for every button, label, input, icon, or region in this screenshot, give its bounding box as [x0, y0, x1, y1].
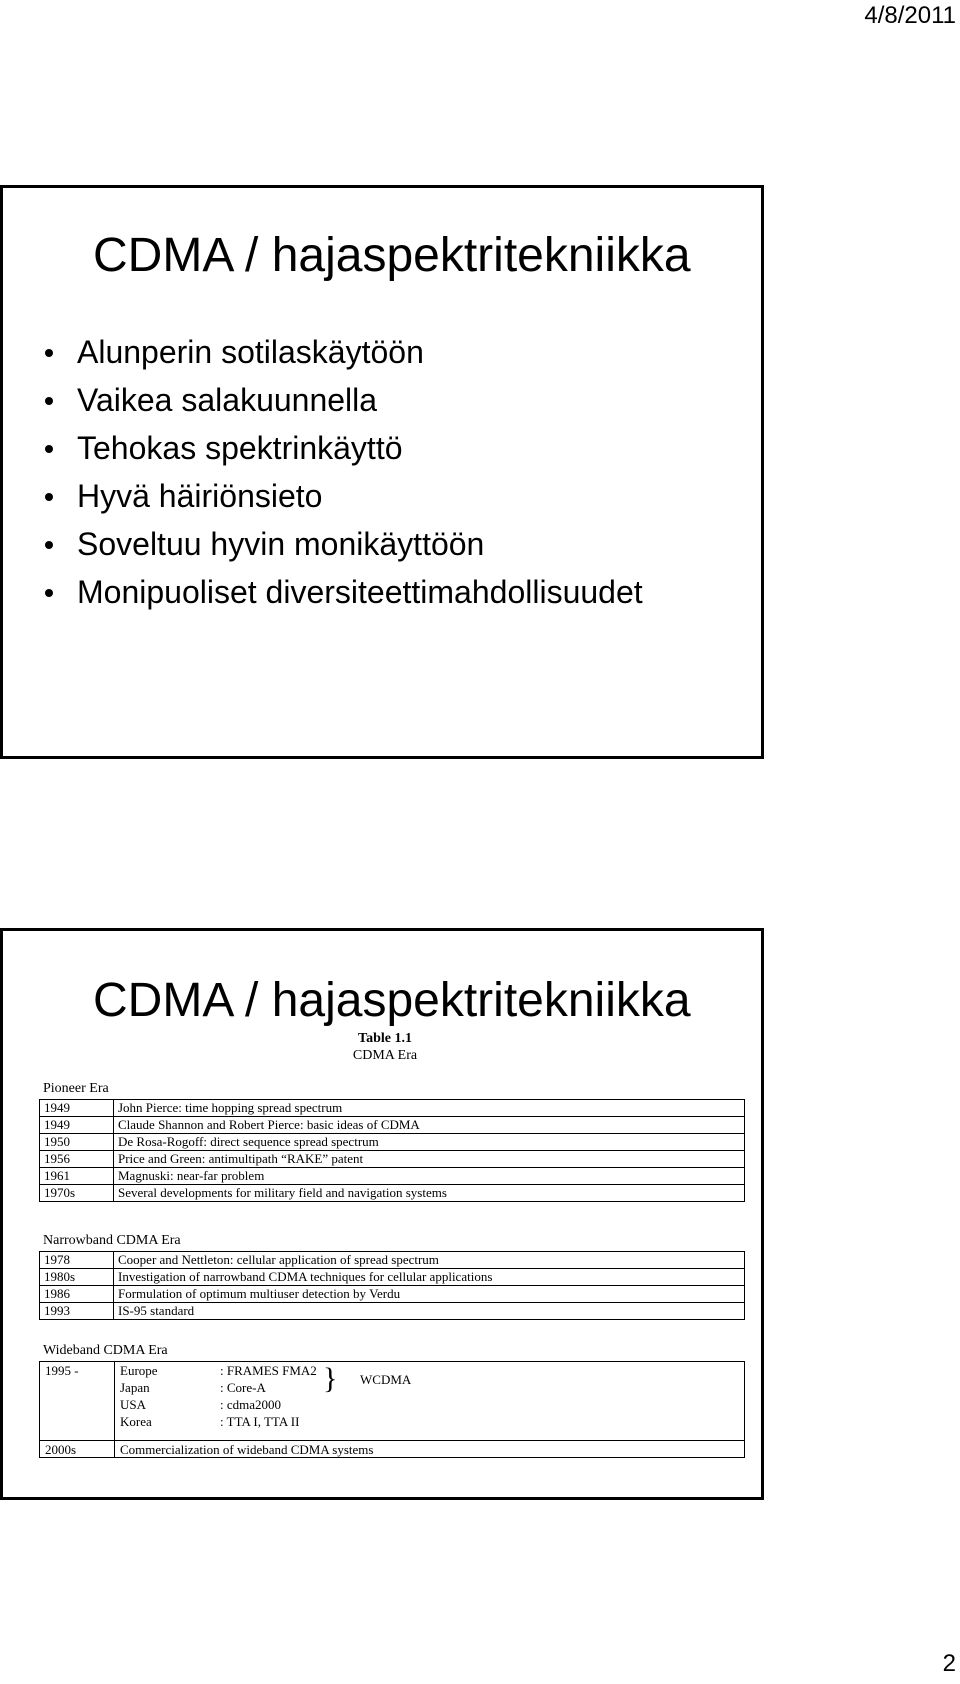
event-cell: Cooper and Nettleton: cellular application of spread spectrum [114, 1252, 745, 1269]
table-row [40, 1168, 745, 1185]
slide-1-title: CDMA / hajaspektritekniikka [93, 229, 691, 282]
bullet-item [45, 424, 643, 472]
page-number: 2 [942, 1650, 956, 1677]
table-row [40, 1185, 745, 1202]
event-cell: Several developments for military field and navigation systems [114, 1185, 745, 1202]
group-label: WCDMA [360, 1372, 412, 1387]
print-date: 4/8/2011 [864, 2, 956, 29]
brace-icon: } [323, 1362, 338, 1395]
year-cell: 1970s [40, 1185, 114, 1202]
year-cell: 1995 - [45, 1363, 79, 1378]
standard-cell: : cdma2000 [220, 1397, 282, 1412]
year-cell: 2000s [45, 1442, 77, 1457]
row-divider [40, 1440, 744, 1441]
slide-2 [0, 928, 764, 1500]
table-row [40, 1252, 745, 1269]
event-cell: IS-95 standard [114, 1303, 745, 1320]
year-cell: 1950 [40, 1134, 114, 1151]
slide-1 [0, 185, 764, 759]
narrowband-era-title: Narrowband CDMA Era [43, 1233, 181, 1248]
year-cell: 1949 [40, 1117, 114, 1134]
wideband-era-table [39, 1361, 745, 1458]
bullet-text: Hyvä häiriönsieto [77, 478, 323, 514]
year-cell: 1956 [40, 1151, 114, 1168]
region-cell: Japan [120, 1380, 150, 1395]
table-row [40, 1151, 745, 1168]
pioneer-era-title: Pioneer Era [43, 1081, 109, 1096]
bullet-text: Vaikea salakuunnella [77, 382, 378, 418]
year-cell: 1980s [40, 1269, 114, 1286]
standard-cell: : TTA I, TTA II [220, 1414, 300, 1429]
event-cell: John Pierce: time hopping spread spectrum [114, 1100, 745, 1117]
event-cell: Formulation of optimum multiuser detection by Verdu [114, 1286, 745, 1303]
pioneer-era-table [39, 1099, 745, 1202]
table-caption: Table 1.1 [358, 1031, 412, 1046]
event-cell: Commercialization of wideband CDMA systems [120, 1442, 374, 1457]
table-row [40, 1303, 745, 1320]
event-cell: De Rosa-Rogoff: direct sequence spread spectrum [114, 1134, 745, 1151]
bullet-item [45, 328, 643, 376]
year-cell: 1949 [40, 1100, 114, 1117]
bullet-item [45, 376, 643, 424]
table-row [40, 1286, 745, 1303]
bullet-dot-icon [45, 589, 53, 597]
region-cell: Europe [120, 1363, 158, 1378]
bullet-item [45, 520, 643, 568]
table-subtitle: CDMA Era [352, 1048, 418, 1063]
standard-cell: : Core-A [220, 1380, 266, 1395]
bullet-item [45, 568, 643, 616]
year-cell: 1986 [40, 1286, 114, 1303]
bullet-dot-icon [45, 493, 53, 501]
bullet-text: Tehokas spektrinkäyttö [77, 430, 403, 466]
bullet-dot-icon [45, 397, 53, 405]
table-row [40, 1269, 745, 1286]
table-row [40, 1117, 745, 1134]
bullet-dot-icon [45, 445, 53, 453]
bullet-list [45, 328, 643, 616]
bullet-dot-icon [45, 349, 53, 357]
narrowband-era-table [39, 1251, 745, 1320]
slide-2-title: CDMA / hajaspektritekniikka [93, 974, 691, 1027]
event-cell: Price and Green: antimultipath “RAKE” patent [114, 1151, 745, 1168]
standard-cell: : FRAMES FMA2 [220, 1363, 317, 1378]
table-row [40, 1134, 745, 1151]
event-cell: Claude Shannon and Robert Pierce: basic ideas of CDMA [114, 1117, 745, 1134]
bullet-text: Soveltuu hyvin monikäyttöön [77, 526, 485, 562]
column-divider [114, 1362, 115, 1457]
table-row [40, 1100, 745, 1117]
year-cell: 1993 [40, 1303, 114, 1320]
region-cell: Korea [120, 1414, 152, 1429]
year-cell: 1978 [40, 1252, 114, 1269]
region-cell: USA [120, 1397, 147, 1412]
event-cell: Magnuski: near-far problem [114, 1168, 745, 1185]
wideband-era-title: Wideband CDMA Era [43, 1343, 168, 1358]
event-cell: Investigation of narrowband CDMA techniques for cellular applications [114, 1269, 745, 1286]
bullet-dot-icon [45, 541, 53, 549]
bullet-text: Alunperin sotilaskäytöön [77, 334, 424, 370]
bullet-item [45, 472, 643, 520]
year-cell: 1961 [40, 1168, 114, 1185]
bullet-text: Monipuoliset diversiteettimahdollisuudet [77, 574, 643, 610]
